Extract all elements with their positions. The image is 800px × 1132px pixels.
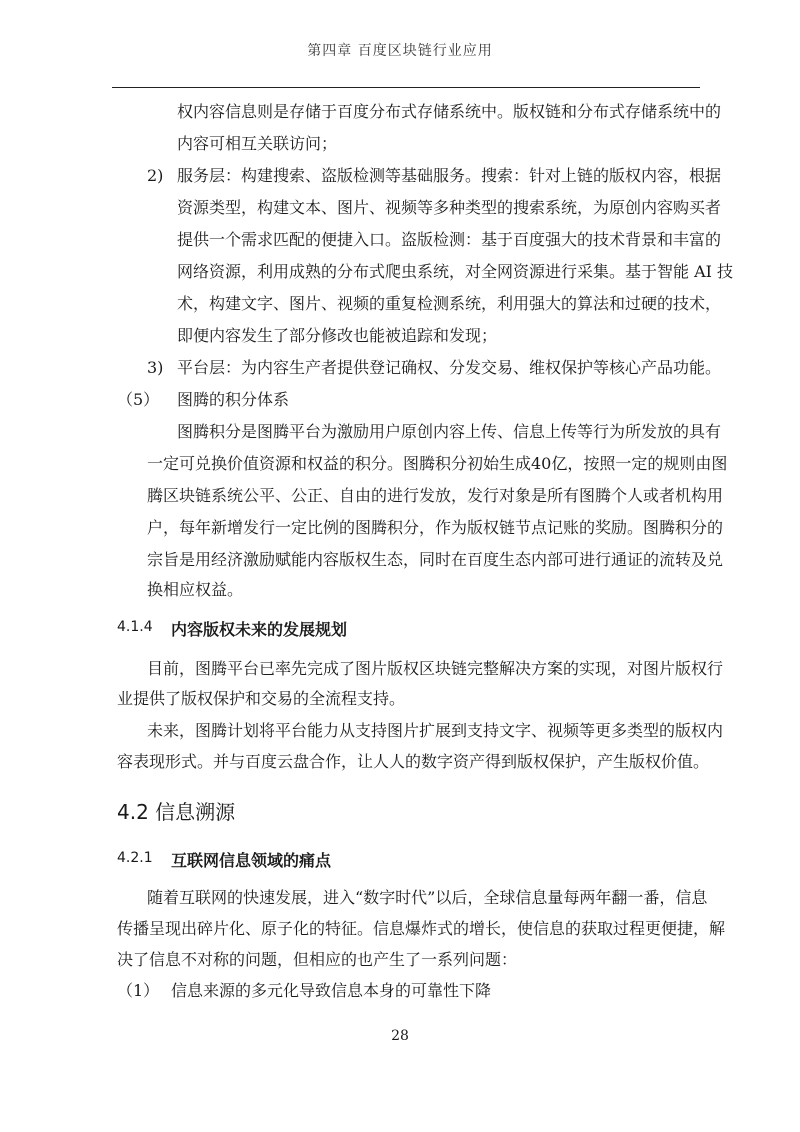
text-line: 图腾积分是图腾平台为激励用户原创内容上传、信息上传等行为所发放的具有 bbox=[177, 422, 722, 441]
item-title: 图腾的积分体系 bbox=[177, 390, 290, 409]
text-line: 未来，图腾计划将平台能力从支持图片扩展到支持文字、视频等更多类型的版权内 bbox=[147, 721, 724, 740]
text-line: 目前，图腾平台已率先完成了图片版权区块链完整解决方案的实现，对图片版权行 bbox=[147, 659, 724, 678]
text-line: 一定可兑换价值资源和权益的积分。图腾积分初始生成40亿，按照一定的规则由图 bbox=[147, 454, 728, 473]
section-number: 4.1.4 bbox=[117, 619, 153, 635]
list-number: （5） bbox=[117, 390, 160, 409]
text-line: 腾区块链系统公平、公正、自由的进行发放，发行对象是所有图腾个人或者机构用 bbox=[147, 486, 724, 505]
section-number: 4.2.1 bbox=[117, 850, 153, 866]
list-number: （1） bbox=[117, 981, 160, 1000]
text-line: 权内容信息则是存储于百度分布式存储系统中。版权链和分布式存储系统中的 bbox=[177, 102, 722, 121]
text-line: 业提供了版权保护和交易的全流程支持。 bbox=[117, 689, 406, 708]
header-rule bbox=[112, 87, 700, 88]
text-line: 传播呈现出碎片化、原子化的特征。信息爆炸式的增长，使信息的获取过程更便捷，解 bbox=[117, 919, 726, 938]
text-line: 服务层：构建搜索、盗版检测等基础服务。搜索：针对上链的版权内容，根据 bbox=[177, 166, 722, 185]
running-header: 第四章 百度区块链行业应用 bbox=[307, 43, 493, 59]
page-number: 28 bbox=[391, 1028, 409, 1044]
text-line: 提供一个需求匹配的便捷入口。盗版检测：基于百度强大的技术背景和丰富的 bbox=[177, 230, 722, 249]
text-line: 户，每年新增发行一定比例的图腾积分，作为版权链节点记账的奖励。图腾积分的 bbox=[147, 518, 724, 537]
list-number: 2) bbox=[147, 166, 164, 185]
list-number: 3) bbox=[147, 358, 164, 377]
text-line: 容表现形式。并与百度云盘合作，让人人的数字资产得到版权保护，产生版权价值。 bbox=[117, 752, 710, 771]
text-line: 内容可相互关联访问； bbox=[177, 134, 338, 153]
text-line: 随着互联网的快速发展，进入“数字时代”以后，全球信息量每两年翻一番，信息 bbox=[147, 888, 708, 907]
item-title: 信息来源的多元化导致信息本身的可靠性下降 bbox=[171, 981, 492, 1000]
section-heading: 互联网信息领域的痛点 bbox=[171, 851, 332, 870]
text-line: 术，构建文字、图片、视频的重复检测系统，利用强大的算法和过硬的技术， bbox=[177, 294, 722, 313]
text-line: 资源类型，构建文本、图片、视频等多种类型的搜索系统，为原创内容购买者 bbox=[177, 198, 722, 217]
text-line: 网络资源，利用成熟的分布式爬虫系统，对全网资源进行采集。基于智能 AI 技 bbox=[177, 262, 734, 281]
text-line: 宗旨是用经济激励赋能内容版权生态，同时在百度生态内部可进行通证的流转及兑 bbox=[147, 550, 724, 569]
text-line: 决了信息不对称的问题，但相应的也产生了一系列问题： bbox=[117, 950, 518, 969]
text-line: 平台层：为内容生产者提供登记确权、分发交易、维权保护等核心产品功能。 bbox=[177, 358, 722, 377]
section-heading-major: 4.2 信息溯源 bbox=[117, 800, 236, 824]
text-line: 即便内容发生了部分修改也能被追踪和发现； bbox=[177, 326, 498, 345]
text-line: 换相应权益。 bbox=[147, 580, 244, 599]
section-heading: 内容版权未来的发展规划 bbox=[171, 620, 348, 639]
